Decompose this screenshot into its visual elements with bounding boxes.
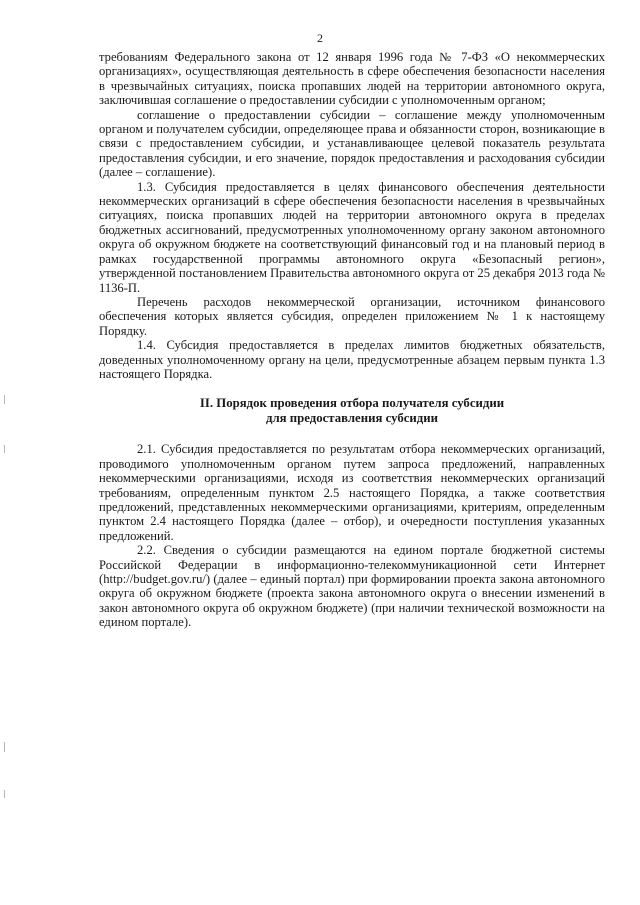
- scan-edge-mark: [4, 742, 5, 752]
- paragraph-2-1: 2.1. Субсидия предоставляется по результатам отбора некоммерческих организаций, проводимого уполномоченным органом путем запроса предложений, направленных некоммерческими организациями, исходя из соответствия некоммерческих организаций требованиям, определенным пунктом 2.5 настоящего Порядка, а также соответствия предложений, представленных некоммерческими организациями, критериям, определенным пунктом 2.4 настоящего Порядка (далее – отбор), и очередности поступления указанных предложений.: [99, 442, 605, 543]
- spacer: [99, 381, 605, 396]
- section-heading-line-1: II. Порядок проведения отбора получателя субсидии: [199, 396, 505, 411]
- paragraph-definition-agreement: соглашение о предоставлении субсидии – соглашение между уполномоченным органом и получателем субсидии, определяющее права и обязанности сторон, возникающие в связи с предоставлением субсидии, и устанавливающее целевой показатель результата предоставления субсидии, и его значение, порядок предоставления и расходования субсидии (далее – соглашение).: [99, 107, 605, 180]
- document-body: [99, 50, 605, 630]
- scan-edge-mark: [4, 790, 5, 798]
- paragraph-expense-list: Перечень расходов некоммерческой организации, источником финансового обеспечения которых является субсидия, определен приложением № 1 к настоящему Порядку.: [99, 294, 605, 338]
- paragraph-1-3: 1.3. Субсидия предоставляется в целях финансового обеспечения деятельности некоммерческих организаций в сфере обеспечения безопасности населения в чрезвычайных ситуациях, поиска пропавших людей на территории автономного округа в пределах бюджетных ассигнований, предусмотренных уполномоченному органу законом автономного округа об окружном бюджете на соответствующий финансовый год и на плановый период в рамках государственной программы автономного округа «Безопасный регион», утвержденной постановлением Правительства автономного округа от 25 декабря 2013 года № 1136-П.: [99, 179, 605, 295]
- section-heading-line-2: для предоставления субсидии: [265, 411, 439, 426]
- spacer: [99, 426, 605, 442]
- paragraph-2-2: 2.2. Сведения о субсидии размещаются на едином портале бюджетной системы Российской Федерации в информационно-телекоммуникационной сети Интернет (http://budget.gov.ru/) (далее – единый портал) при формировании проекта закона автономного округа об окружном бюджете (проекта закона автономного округа о внесении изменений в закон автономного округа об окружном бюджете) (при наличии технической возможности на едином портале).: [99, 543, 605, 630]
- paragraph-definition-recipient: требованиям Федерального закона от 12 января 1996 года № 7-ФЗ «О некоммерческих организациях», осуществляющая деятельность в сфере обеспечения безопасности населения в чрезвычайных ситуациях, поиска пропавших людей на территории автономного округа, заключившая соглашение о предоставлении субсидии с уполномоченным органом;: [99, 50, 605, 108]
- scan-edge-mark: [4, 395, 5, 404]
- scan-edge-mark: [4, 445, 5, 453]
- paragraph-1-4: 1.4. Субсидия предоставляется в пределах лимитов бюджетных обязательств, доведенных уполномоченному органу на цели, предусмотренные абзацем первым пункта 1.3 настоящего Порядка.: [99, 338, 605, 381]
- page-number: 2: [317, 31, 323, 45]
